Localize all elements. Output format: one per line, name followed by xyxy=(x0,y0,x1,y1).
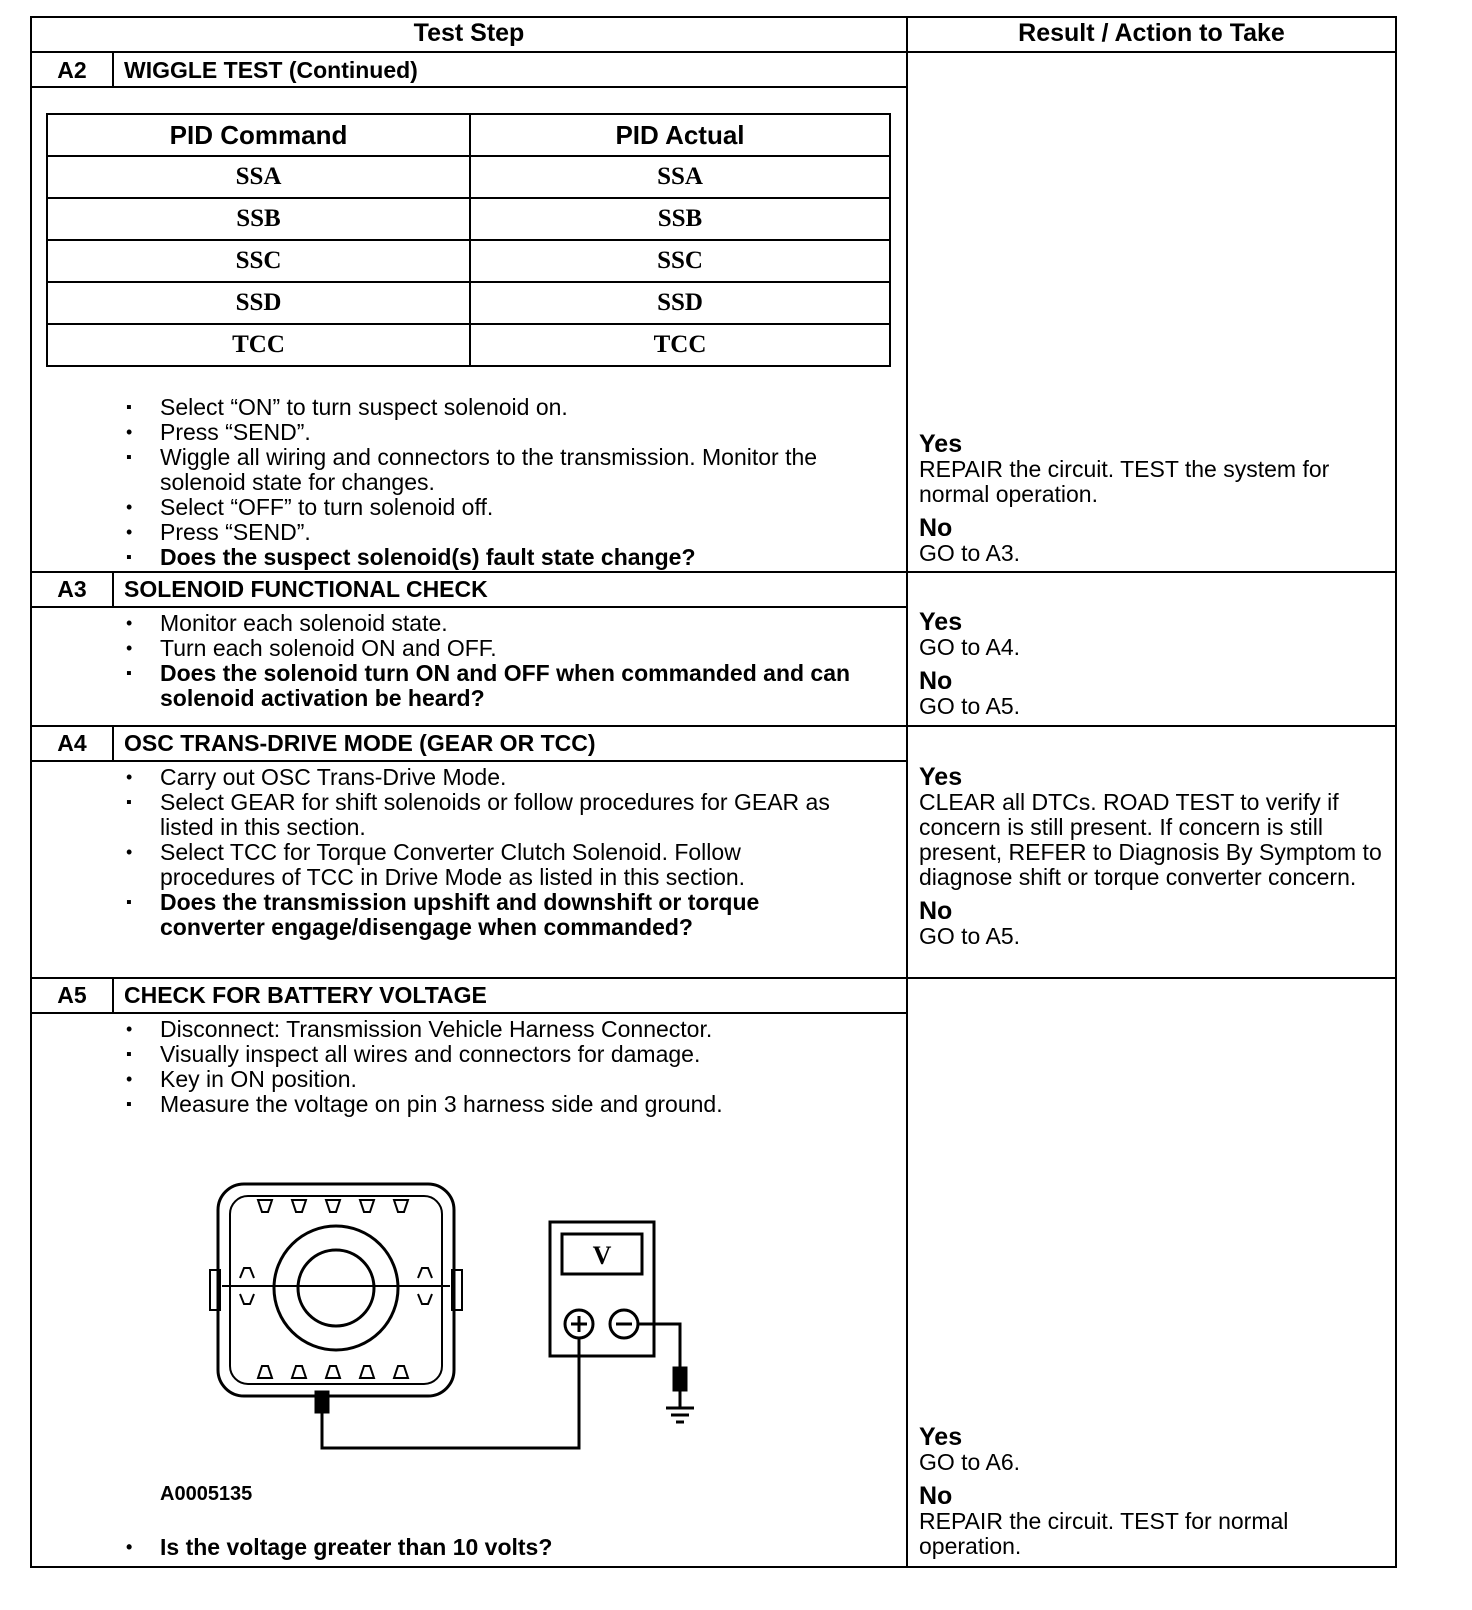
a5-question-list xyxy=(122,1535,892,1560)
harness-connector-icon xyxy=(210,1184,462,1396)
ground-icon xyxy=(666,1390,694,1422)
step-id-a5: A5 xyxy=(57,982,87,1008)
list-item: ▪ Does the transmission upshift and downshift or torque converter engage/disengage when commanded? xyxy=(122,890,862,940)
meter-label: V xyxy=(592,1241,612,1270)
pid-cell: SSD xyxy=(47,282,470,324)
a3-top-divider xyxy=(30,571,1397,573)
a2-bullet-list xyxy=(122,395,892,570)
list-item: • Disconnect: Transmission Vehicle Harness Connector. xyxy=(122,1017,892,1042)
pid-cell: SSD xyxy=(470,282,890,324)
list-item: • Select “OFF” to turn solenoid off. xyxy=(122,495,892,520)
pid-cell: TCC xyxy=(470,324,890,366)
no-action: REPAIR the circuit. TEST for normal operation. xyxy=(919,1508,1289,1559)
list-item: ▪ Does the suspect solenoid(s) fault state change? xyxy=(122,545,892,570)
header-divider xyxy=(30,51,1397,53)
yes-label: Yes xyxy=(919,430,963,458)
a5-top-divider xyxy=(30,977,1397,979)
table-row xyxy=(47,324,890,366)
list-item: ▪ Visually inspect all wires and connectors for damage. xyxy=(122,1042,892,1067)
yes-action: REPAIR the circuit. TEST the system for normal operation. xyxy=(919,456,1330,507)
pid-table xyxy=(46,113,891,367)
list-item: ▪ Does the solenoid turn ON and OFF when commanded and can solenoid activation be heard? xyxy=(122,661,892,711)
list-item: • Press “SEND”. xyxy=(122,520,892,545)
no-action: GO to A5. xyxy=(919,693,1020,719)
table-border-bottom xyxy=(30,1566,1397,1568)
table-border-right xyxy=(1395,16,1397,1568)
pid-actual-header: PID Actual xyxy=(470,114,890,156)
figure-id: A0005135 xyxy=(160,1483,253,1505)
yes-label: Yes xyxy=(919,763,963,791)
list-item: ▪ Select GEAR for shift solenoids or follow procedures for GEAR as listed in this section. xyxy=(122,790,862,840)
column-divider xyxy=(906,16,908,1568)
no-label: No xyxy=(919,667,953,695)
test-leads xyxy=(316,1324,686,1448)
table-row xyxy=(47,198,890,240)
list-item: • Turn each solenoid ON and OFF. xyxy=(122,636,892,661)
yes-action: GO to A4. xyxy=(919,634,1020,660)
list-item: • Press “SEND”. xyxy=(122,420,892,445)
a5-bullet-list xyxy=(122,1017,892,1117)
list-item: • Carry out OSC Trans-Drive Mode. xyxy=(122,765,862,790)
table-row xyxy=(47,282,890,324)
voltage-measurement-diagram xyxy=(200,1170,720,1460)
yes-action: GO to A6. xyxy=(919,1449,1020,1475)
a3-title-divider xyxy=(30,606,908,608)
step-title-a2: WIGGLE TEST (Continued) xyxy=(124,57,418,83)
pid-cell: SSC xyxy=(47,240,470,282)
header-test-step: Test Step xyxy=(413,19,525,47)
multimeter-icon xyxy=(550,1222,654,1356)
list-item: ▪ Select “ON” to turn suspect solenoid on. xyxy=(122,395,892,420)
pid-cell: SSA xyxy=(47,156,470,198)
a5-result xyxy=(919,1424,1389,1559)
table-row xyxy=(47,156,890,198)
no-action: GO to A5. xyxy=(919,923,1020,949)
no-action: GO to A3. xyxy=(919,540,1020,566)
table-border-left xyxy=(30,16,32,1568)
yes-label: Yes xyxy=(919,1423,963,1451)
step-id-a3: A3 xyxy=(57,576,87,602)
pid-cell: SSC xyxy=(470,240,890,282)
a5-title-divider xyxy=(30,1012,908,1014)
no-label: No xyxy=(919,1482,953,1510)
no-label: No xyxy=(919,514,953,542)
a3-bullet-list xyxy=(122,611,892,711)
pid-cell: SSB xyxy=(47,198,470,240)
step-title-a5: CHECK FOR BATTERY VOLTAGE xyxy=(124,982,487,1008)
step-title-a4: OSC TRANS-DRIVE MODE (GEAR OR TCC) xyxy=(124,730,596,756)
list-item: • Monitor each solenoid state. xyxy=(122,611,892,636)
list-item: • Select TCC for Torque Converter Clutch Solenoid. Follow procedures of TCC in Drive Mode as listed in this section. xyxy=(122,840,862,890)
list-item: • Is the voltage greater than 10 volts? xyxy=(122,1535,892,1560)
a2-title-divider xyxy=(30,86,908,88)
step-id-a2: A2 xyxy=(57,57,87,83)
a4-top-divider xyxy=(30,725,1397,727)
header-result: Result / Action to Take xyxy=(1018,19,1285,47)
table-row xyxy=(47,240,890,282)
a4-title-divider xyxy=(30,760,908,762)
no-label: No xyxy=(919,897,953,925)
step-title-a3: SOLENOID FUNCTIONAL CHECK xyxy=(124,576,488,602)
yes-action: CLEAR all DTCs. ROAD TEST to verify if concern is still present. If concern is still present, REFER to Diagnosis By Symptom to diagnose shift or torque converter concern. xyxy=(919,789,1382,890)
a4-result xyxy=(919,764,1393,949)
step-id-a4: A4 xyxy=(57,730,87,756)
list-item: ▪ Measure the voltage on pin 3 harness side and ground. xyxy=(122,1092,892,1117)
list-item: ▪ Wiggle all wiring and connectors to the transmission. Monitor the solenoid state for changes. xyxy=(122,445,892,495)
pid-cell: SSB xyxy=(470,198,890,240)
a3-result xyxy=(919,609,1389,719)
yes-label: Yes xyxy=(919,608,963,636)
pid-command-header: PID Command xyxy=(47,114,470,156)
a4-bullet-list xyxy=(122,765,862,940)
a2-result xyxy=(919,431,1389,566)
pid-cell: SSA xyxy=(470,156,890,198)
pid-cell: TCC xyxy=(47,324,470,366)
list-item: • Key in ON position. xyxy=(122,1067,892,1092)
table-border-top xyxy=(30,16,1397,18)
